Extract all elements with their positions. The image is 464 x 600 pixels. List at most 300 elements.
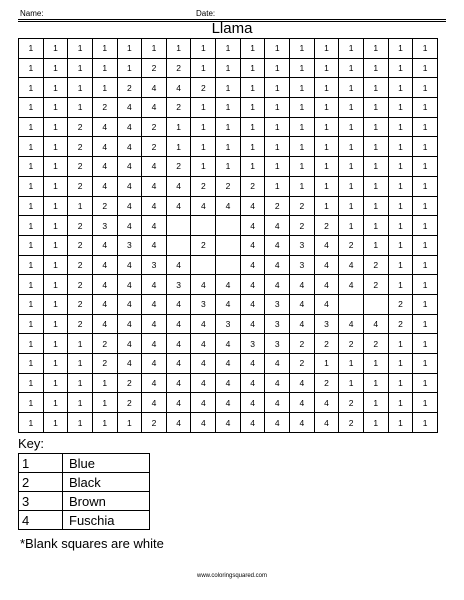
grid-cell[interactable]: 4 (363, 314, 388, 334)
grid-cell[interactable]: 4 (166, 196, 191, 216)
grid-cell[interactable]: 4 (240, 196, 265, 216)
grid-cell[interactable]: 2 (339, 235, 364, 255)
grid-cell[interactable]: 4 (290, 373, 315, 393)
grid-cell[interactable]: 1 (117, 413, 142, 433)
grid-cell[interactable]: 4 (240, 235, 265, 255)
grid-cell[interactable]: 4 (216, 334, 241, 354)
grid-cell[interactable]: 1 (19, 196, 44, 216)
grid-cell[interactable]: 1 (216, 157, 241, 177)
grid-cell[interactable]: 1 (92, 413, 117, 433)
grid-cell[interactable]: 1 (339, 117, 364, 137)
grid-cell[interactable]: 1 (413, 58, 438, 78)
grid-cell[interactable]: 1 (363, 117, 388, 137)
grid-cell[interactable]: 1 (68, 58, 93, 78)
grid-cell[interactable]: 4 (166, 294, 191, 314)
grid-cell[interactable]: 1 (413, 334, 438, 354)
grid-cell[interactable]: 1 (68, 354, 93, 374)
grid-cell[interactable]: 4 (142, 78, 167, 98)
grid-cell[interactable]: 1 (43, 235, 68, 255)
grid-cell[interactable]: 2 (68, 216, 93, 236)
grid-cell[interactable]: 1 (19, 255, 44, 275)
grid-cell[interactable]: 4 (216, 275, 241, 295)
grid-cell[interactable]: 4 (216, 393, 241, 413)
grid-cell[interactable]: 1 (314, 354, 339, 374)
grid-cell[interactable]: 1 (43, 294, 68, 314)
grid-cell[interactable]: 2 (265, 196, 290, 216)
grid-cell[interactable]: 1 (19, 39, 44, 59)
grid-cell[interactable]: 4 (314, 294, 339, 314)
grid-cell[interactable]: 1 (19, 78, 44, 98)
grid-cell[interactable] (363, 294, 388, 314)
grid-cell[interactable]: 2 (142, 58, 167, 78)
grid-cell[interactable]: 4 (117, 157, 142, 177)
grid-cell[interactable]: 1 (363, 413, 388, 433)
grid-cell[interactable]: 4 (117, 117, 142, 137)
grid-cell[interactable]: 4 (314, 393, 339, 413)
grid-cell[interactable]: 1 (265, 157, 290, 177)
grid-cell[interactable]: 4 (92, 275, 117, 295)
grid-cell[interactable]: 4 (142, 354, 167, 374)
grid-cell[interactable]: 4 (92, 255, 117, 275)
grid-cell[interactable]: 1 (240, 157, 265, 177)
grid-cell[interactable]: 2 (290, 354, 315, 374)
grid-cell[interactable]: 4 (142, 98, 167, 118)
grid-cell[interactable]: 4 (265, 235, 290, 255)
grid-cell[interactable]: 1 (388, 275, 413, 295)
grid-cell[interactable]: 1 (43, 39, 68, 59)
grid-cell[interactable]: 1 (314, 196, 339, 216)
grid-cell[interactable]: 1 (290, 58, 315, 78)
grid-cell[interactable]: 1 (240, 58, 265, 78)
grid-cell[interactable]: 3 (290, 235, 315, 255)
grid-cell[interactable]: 1 (68, 78, 93, 98)
grid-cell[interactable]: 1 (240, 78, 265, 98)
grid-cell[interactable]: 2 (92, 334, 117, 354)
grid-cell[interactable]: 4 (92, 137, 117, 157)
grid-cell[interactable]: 4 (166, 255, 191, 275)
grid-cell[interactable]: 4 (290, 413, 315, 433)
grid-cell[interactable]: 1 (413, 157, 438, 177)
grid-cell[interactable]: 1 (265, 176, 290, 196)
grid-cell[interactable]: 1 (92, 78, 117, 98)
grid-cell[interactable]: 1 (339, 176, 364, 196)
grid-cell[interactable]: 1 (339, 216, 364, 236)
grid-cell[interactable]: 1 (363, 176, 388, 196)
grid-cell[interactable]: 1 (43, 176, 68, 196)
grid-cell[interactable]: 2 (142, 117, 167, 137)
grid-cell[interactable]: 3 (142, 255, 167, 275)
grid-cell[interactable]: 4 (117, 255, 142, 275)
grid-cell[interactable]: 1 (413, 216, 438, 236)
grid-cell[interactable]: 2 (290, 334, 315, 354)
grid-cell[interactable]: 1 (314, 117, 339, 137)
grid-cell[interactable]: 2 (166, 98, 191, 118)
grid-cell[interactable]: 1 (43, 98, 68, 118)
grid-cell[interactable]: 4 (216, 196, 241, 216)
grid-cell[interactable]: 1 (363, 39, 388, 59)
grid-cell[interactable]: 3 (191, 294, 216, 314)
grid-cell[interactable]: 4 (191, 314, 216, 334)
grid-cell[interactable]: 4 (142, 373, 167, 393)
grid-cell[interactable]: 4 (92, 235, 117, 255)
grid-cell[interactable]: 2 (314, 216, 339, 236)
grid-cell[interactable]: 4 (339, 255, 364, 275)
grid-cell[interactable]: 4 (142, 216, 167, 236)
grid-cell[interactable]: 1 (68, 39, 93, 59)
grid-cell[interactable]: 2 (191, 78, 216, 98)
grid-cell[interactable]: 4 (117, 275, 142, 295)
grid-cell[interactable]: 4 (191, 413, 216, 433)
grid-cell[interactable]: 4 (166, 373, 191, 393)
grid-cell[interactable]: 1 (413, 235, 438, 255)
grid-cell[interactable]: 2 (68, 294, 93, 314)
grid-cell[interactable]: 2 (339, 334, 364, 354)
grid-cell[interactable]: 3 (240, 334, 265, 354)
grid-cell[interactable]: 1 (265, 98, 290, 118)
grid-cell[interactable] (216, 255, 241, 275)
grid-cell[interactable]: 4 (117, 137, 142, 157)
grid-cell[interactable]: 4 (314, 413, 339, 433)
grid-cell[interactable]: 1 (43, 354, 68, 374)
grid-cell[interactable]: 2 (68, 235, 93, 255)
grid-cell[interactable]: 4 (265, 373, 290, 393)
grid-cell[interactable]: 2 (68, 176, 93, 196)
grid-cell[interactable]: 4 (117, 314, 142, 334)
grid-cell[interactable]: 4 (92, 314, 117, 334)
grid-cell[interactable] (216, 235, 241, 255)
grid-cell[interactable] (191, 255, 216, 275)
grid-cell[interactable]: 1 (363, 373, 388, 393)
grid-cell[interactable]: 4 (92, 117, 117, 137)
grid-cell[interactable]: 4 (265, 216, 290, 236)
grid-cell[interactable]: 1 (413, 413, 438, 433)
grid-cell[interactable]: 1 (413, 78, 438, 98)
grid-cell[interactable]: 1 (388, 255, 413, 275)
grid-cell[interactable]: 4 (142, 334, 167, 354)
grid-cell[interactable]: 4 (216, 373, 241, 393)
grid-cell[interactable]: 4 (117, 98, 142, 118)
grid-cell[interactable]: 1 (92, 58, 117, 78)
grid-cell[interactable]: 1 (43, 216, 68, 236)
grid-cell[interactable] (166, 235, 191, 255)
grid-cell[interactable]: 1 (388, 235, 413, 255)
grid-cell[interactable]: 4 (166, 393, 191, 413)
grid-cell[interactable]: 2 (388, 314, 413, 334)
grid-cell[interactable]: 4 (339, 314, 364, 334)
grid-cell[interactable]: 1 (290, 39, 315, 59)
grid-cell[interactable]: 4 (166, 176, 191, 196)
grid-cell[interactable]: 4 (117, 216, 142, 236)
grid-cell[interactable]: 2 (166, 58, 191, 78)
grid-cell[interactable]: 1 (19, 373, 44, 393)
grid-cell[interactable]: 2 (92, 196, 117, 216)
grid-cell[interactable]: 3 (290, 255, 315, 275)
grid-cell[interactable]: 4 (166, 354, 191, 374)
grid-cell[interactable]: 2 (363, 255, 388, 275)
grid-cell[interactable]: 1 (19, 98, 44, 118)
grid-cell[interactable]: 4 (290, 275, 315, 295)
grid-cell[interactable]: 2 (290, 196, 315, 216)
grid-cell[interactable]: 2 (216, 176, 241, 196)
grid-cell[interactable]: 1 (290, 157, 315, 177)
grid-cell[interactable]: 1 (339, 39, 364, 59)
grid-cell[interactable]: 4 (240, 294, 265, 314)
grid-cell[interactable]: 1 (413, 176, 438, 196)
grid-cell[interactable]: 1 (413, 117, 438, 137)
grid-cell[interactable]: 4 (240, 354, 265, 374)
grid-cell[interactable]: 1 (363, 137, 388, 157)
grid-cell[interactable]: 4 (191, 373, 216, 393)
grid-cell[interactable]: 1 (290, 176, 315, 196)
grid-cell[interactable]: 1 (43, 157, 68, 177)
grid-cell[interactable]: 1 (265, 117, 290, 137)
grid-cell[interactable]: 4 (92, 176, 117, 196)
grid-cell[interactable]: 1 (265, 137, 290, 157)
grid-cell[interactable]: 3 (92, 216, 117, 236)
grid-cell[interactable]: 1 (43, 334, 68, 354)
grid-cell[interactable]: 1 (388, 334, 413, 354)
grid-cell[interactable]: 1 (19, 235, 44, 255)
grid-cell[interactable]: 2 (363, 334, 388, 354)
grid-cell[interactable]: 1 (413, 137, 438, 157)
grid-cell[interactable]: 1 (339, 78, 364, 98)
grid-cell[interactable]: 4 (142, 393, 167, 413)
grid-cell[interactable]: 1 (216, 117, 241, 137)
grid-cell[interactable] (216, 216, 241, 236)
grid-cell[interactable]: 1 (19, 393, 44, 413)
grid-cell[interactable]: 4 (265, 393, 290, 413)
grid-cell[interactable]: 4 (240, 373, 265, 393)
grid-cell[interactable]: 4 (216, 354, 241, 374)
grid-cell[interactable]: 1 (388, 354, 413, 374)
grid-cell[interactable]: 4 (191, 275, 216, 295)
grid-cell[interactable]: 1 (92, 373, 117, 393)
grid-cell[interactable]: 4 (117, 294, 142, 314)
grid-cell[interactable]: 1 (314, 58, 339, 78)
grid-cell[interactable]: 1 (166, 117, 191, 137)
grid-cell[interactable]: 4 (339, 275, 364, 295)
grid-cell[interactable]: 1 (117, 58, 142, 78)
grid-cell[interactable]: 2 (191, 176, 216, 196)
grid-cell[interactable]: 2 (117, 78, 142, 98)
grid-cell[interactable]: 1 (265, 78, 290, 98)
grid-cell[interactable]: 1 (339, 98, 364, 118)
grid-cell[interactable]: 1 (388, 373, 413, 393)
grid-cell[interactable]: 1 (43, 393, 68, 413)
grid-cell[interactable]: 1 (413, 354, 438, 374)
grid-cell[interactable]: 4 (290, 393, 315, 413)
grid-cell[interactable]: 1 (363, 58, 388, 78)
grid-cell[interactable]: 2 (68, 255, 93, 275)
grid-cell[interactable]: 1 (43, 137, 68, 157)
grid-cell[interactable]: 2 (191, 235, 216, 255)
grid-cell[interactable]: 1 (240, 98, 265, 118)
grid-cell[interactable] (166, 216, 191, 236)
grid-cell[interactable]: 4 (142, 294, 167, 314)
grid-cell[interactable]: 1 (314, 78, 339, 98)
grid-cell[interactable]: 1 (413, 196, 438, 216)
grid-cell[interactable]: 1 (191, 58, 216, 78)
grid-cell[interactable]: 1 (413, 39, 438, 59)
grid-cell[interactable]: 4 (240, 216, 265, 236)
grid-cell[interactable]: 1 (388, 98, 413, 118)
grid-cell[interactable]: 1 (117, 39, 142, 59)
grid-cell[interactable]: 2 (142, 137, 167, 157)
grid-cell[interactable]: 1 (191, 137, 216, 157)
grid-cell[interactable]: 4 (265, 255, 290, 275)
grid-cell[interactable]: 4 (166, 413, 191, 433)
grid-cell[interactable]: 4 (216, 294, 241, 314)
grid-cell[interactable]: 1 (19, 117, 44, 137)
grid-cell[interactable]: 2 (68, 137, 93, 157)
grid-cell[interactable]: 1 (290, 137, 315, 157)
grid-cell[interactable]: 1 (363, 157, 388, 177)
grid-cell[interactable]: 1 (363, 78, 388, 98)
grid-cell[interactable]: 1 (43, 275, 68, 295)
grid-cell[interactable]: 2 (290, 216, 315, 236)
grid-cell[interactable]: 4 (117, 176, 142, 196)
grid-cell[interactable]: 4 (240, 275, 265, 295)
grid-cell[interactable]: 1 (240, 39, 265, 59)
grid-cell[interactable]: 1 (413, 294, 438, 314)
grid-cell[interactable]: 2 (117, 393, 142, 413)
grid-cell[interactable]: 1 (92, 39, 117, 59)
grid-cell[interactable]: 4 (166, 334, 191, 354)
grid-cell[interactable]: 4 (290, 314, 315, 334)
grid-cell[interactable]: 4 (314, 275, 339, 295)
grid-cell[interactable]: 1 (388, 58, 413, 78)
grid-cell[interactable]: 4 (314, 255, 339, 275)
grid-cell[interactable]: 1 (413, 275, 438, 295)
grid-cell[interactable]: 1 (339, 58, 364, 78)
grid-cell[interactable]: 1 (191, 157, 216, 177)
grid-cell[interactable]: 1 (68, 196, 93, 216)
grid-cell[interactable]: 1 (19, 157, 44, 177)
grid-cell[interactable]: 1 (314, 98, 339, 118)
grid-cell[interactable]: 1 (240, 117, 265, 137)
grid-cell[interactable]: 2 (314, 334, 339, 354)
grid-cell[interactable]: 1 (216, 137, 241, 157)
grid-cell[interactable]: 1 (19, 354, 44, 374)
grid-cell[interactable]: 4 (142, 275, 167, 295)
grid-cell[interactable]: 1 (142, 39, 167, 59)
grid-cell[interactable]: 4 (142, 314, 167, 334)
grid-cell[interactable]: 4 (290, 294, 315, 314)
grid-cell[interactable]: 2 (92, 354, 117, 374)
grid-cell[interactable]: 3 (216, 314, 241, 334)
grid-cell[interactable]: 4 (265, 413, 290, 433)
grid-cell[interactable]: 4 (240, 393, 265, 413)
grid-cell[interactable]: 1 (68, 98, 93, 118)
grid-cell[interactable]: 1 (43, 314, 68, 334)
grid-cell[interactable]: 1 (240, 137, 265, 157)
grid-cell[interactable]: 3 (265, 314, 290, 334)
grid-cell[interactable]: 4 (240, 255, 265, 275)
grid-cell[interactable]: 2 (388, 294, 413, 314)
grid-cell[interactable]: 1 (43, 78, 68, 98)
grid-cell[interactable]: 2 (68, 314, 93, 334)
grid-cell[interactable]: 1 (363, 196, 388, 216)
grid-cell[interactable]: 1 (19, 137, 44, 157)
grid-cell[interactable]: 1 (43, 413, 68, 433)
grid-cell[interactable]: 4 (142, 176, 167, 196)
grid-cell[interactable]: 1 (363, 216, 388, 236)
grid-cell[interactable]: 1 (413, 373, 438, 393)
grid-cell[interactable]: 1 (339, 137, 364, 157)
grid-cell[interactable]: 4 (240, 314, 265, 334)
grid-cell[interactable]: 1 (68, 334, 93, 354)
grid-cell[interactable]: 4 (265, 354, 290, 374)
grid-cell[interactable]: 1 (413, 393, 438, 413)
grid-cell[interactable]: 1 (92, 393, 117, 413)
grid-cell[interactable]: 4 (117, 196, 142, 216)
grid-cell[interactable]: 1 (68, 413, 93, 433)
grid-cell[interactable]: 4 (92, 294, 117, 314)
grid-cell[interactable]: 1 (68, 393, 93, 413)
grid-cell[interactable]: 1 (290, 78, 315, 98)
grid-cell[interactable]: 1 (413, 98, 438, 118)
grid-cell[interactable]: 1 (216, 58, 241, 78)
grid-cell[interactable]: 1 (19, 294, 44, 314)
grid-cell[interactable]: 1 (290, 117, 315, 137)
grid-cell[interactable]: 1 (339, 373, 364, 393)
grid-cell[interactable]: 1 (388, 413, 413, 433)
grid-cell[interactable]: 1 (339, 157, 364, 177)
grid-cell[interactable]: 1 (388, 39, 413, 59)
grid-cell[interactable]: 1 (290, 98, 315, 118)
grid-cell[interactable]: 1 (363, 393, 388, 413)
grid-cell[interactable]: 3 (166, 275, 191, 295)
grid-cell[interactable]: 1 (363, 98, 388, 118)
grid-cell[interactable]: 2 (339, 393, 364, 413)
grid-cell[interactable]: 4 (265, 275, 290, 295)
grid-cell[interactable]: 1 (388, 196, 413, 216)
grid-cell[interactable]: 1 (265, 39, 290, 59)
grid-cell[interactable]: 4 (314, 235, 339, 255)
grid-cell[interactable]: 2 (68, 117, 93, 137)
grid-cell[interactable]: 1 (19, 334, 44, 354)
grid-cell[interactable]: 1 (314, 157, 339, 177)
grid-cell[interactable]: 1 (19, 275, 44, 295)
grid-cell[interactable]: 1 (19, 176, 44, 196)
grid-cell[interactable]: 1 (166, 137, 191, 157)
grid-cell[interactable]: 1 (43, 117, 68, 137)
grid-cell[interactable]: 2 (142, 413, 167, 433)
grid-cell[interactable]: 1 (413, 255, 438, 275)
grid-cell[interactable]: 1 (363, 235, 388, 255)
grid-cell[interactable]: 1 (19, 413, 44, 433)
grid-cell[interactable]: 1 (388, 216, 413, 236)
grid-cell[interactable]: 2 (166, 157, 191, 177)
grid-cell[interactable]: 1 (388, 117, 413, 137)
grid-cell[interactable] (339, 294, 364, 314)
grid-cell[interactable]: 4 (117, 334, 142, 354)
grid-cell[interactable]: 2 (68, 275, 93, 295)
grid-cell[interactable]: 1 (19, 216, 44, 236)
grid-cell[interactable]: 1 (216, 78, 241, 98)
grid-cell[interactable]: 2 (92, 98, 117, 118)
grid-cell[interactable]: 1 (388, 157, 413, 177)
grid-cell[interactable]: 4 (191, 196, 216, 216)
grid-cell[interactable]: 1 (43, 255, 68, 275)
grid-cell[interactable]: 1 (314, 137, 339, 157)
grid-cell[interactable]: 1 (68, 373, 93, 393)
grid-cell[interactable]: 1 (339, 196, 364, 216)
grid-cell[interactable]: 1 (43, 196, 68, 216)
grid-cell[interactable]: 4 (191, 334, 216, 354)
grid-cell[interactable]: 2 (117, 373, 142, 393)
grid-cell[interactable]: 1 (265, 58, 290, 78)
